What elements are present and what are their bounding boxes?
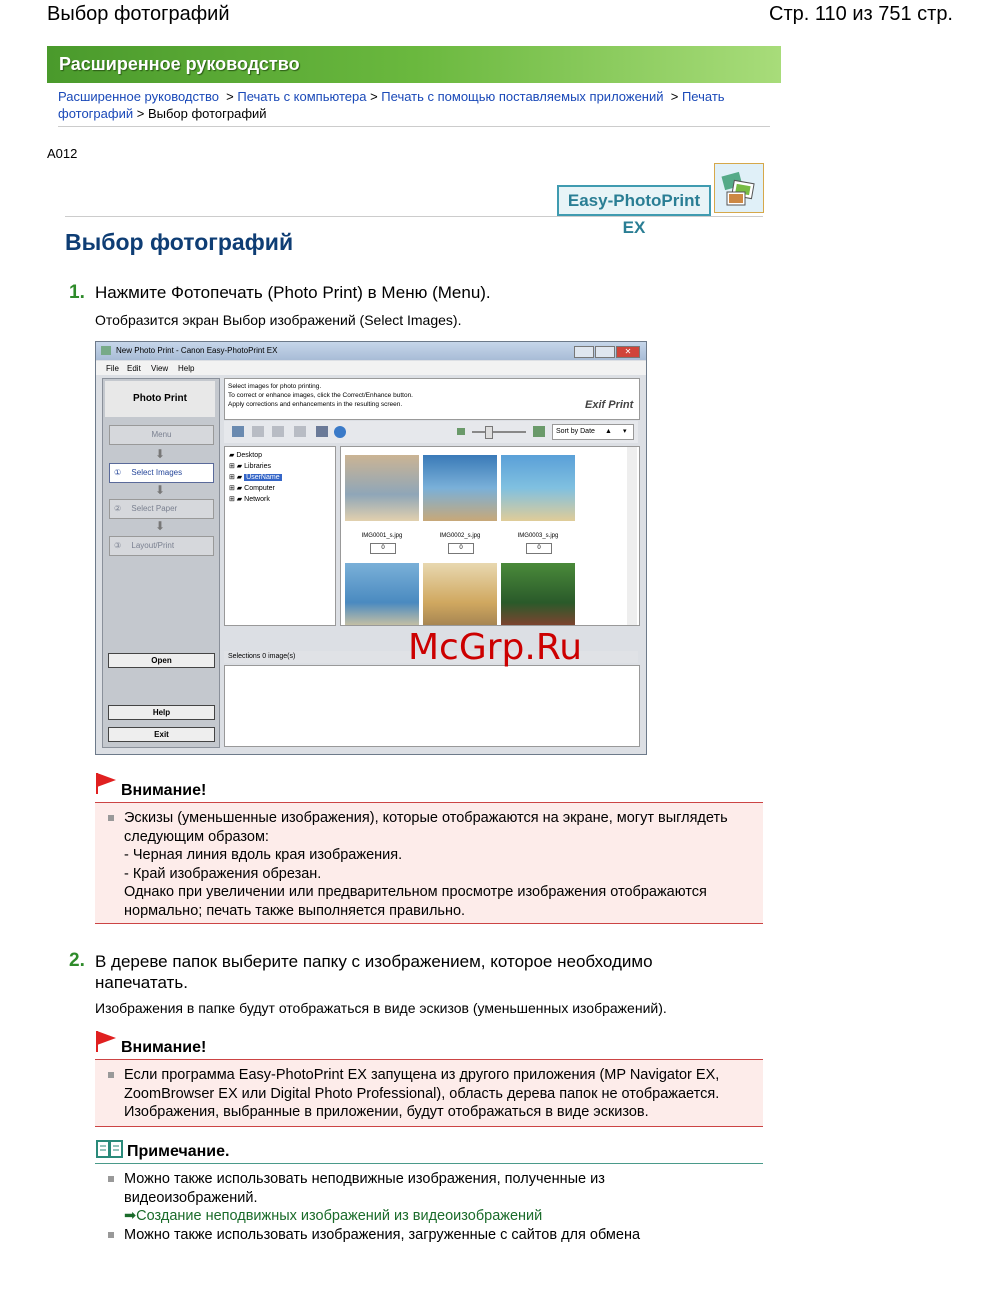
chevron-down-icon: ▾ <box>623 428 627 435</box>
product-logo: Easy-PhotoPrint EX <box>557 185 711 216</box>
menu-edit[interactable]: Edit <box>127 364 141 373</box>
settings-icon[interactable] <box>316 426 328 437</box>
tree-item-computer[interactable]: ⊞ ▰ Computer <box>229 485 275 492</box>
tree-item-network[interactable]: ⊞ ▰ Network <box>229 496 270 503</box>
menu-file[interactable]: File <box>106 364 119 373</box>
instruction-area <box>224 378 640 420</box>
thumbnail-image[interactable] <box>345 455 419 521</box>
note-item <box>95 1226 763 1245</box>
thumbnail-image[interactable] <box>345 563 419 626</box>
small-thumb-icon <box>457 428 465 435</box>
breadcrumb-link[interactable]: Печать фотографий <box>58 89 725 121</box>
select-images-button[interactable] <box>109 463 214 483</box>
step-2-text <box>95 951 653 993</box>
note-box <box>95 1163 763 1264</box>
page-number: Стр. 110 из 751 стр. <box>769 3 953 25</box>
selections-area <box>224 665 640 747</box>
tree-item-libraries[interactable]: ⊞ ▰ Libraries <box>229 463 271 470</box>
thumbnail-image[interactable] <box>501 455 575 521</box>
window-title: New Photo Print - Canon Easy-PhotoPrint EX <box>116 346 278 355</box>
watermark: McGrp.Ru <box>408 627 583 668</box>
select-all-icon[interactable] <box>232 426 244 437</box>
step-num-2: ② <box>114 504 122 513</box>
app-icon <box>101 346 111 355</box>
step-2-subtext: Изображения в папке будут отображаться в виде эскизов (уменьшенных изображений). <box>95 1000 667 1016</box>
warning-line: - Черная линия вдоль края изображения. <box>124 847 403 863</box>
warning-line: нормально; печать также выполняется правильно. <box>124 902 466 919</box>
step-1-subtext: Отобразится экран Выбор изображений (Select Images). <box>95 312 462 328</box>
flag-icon <box>95 772 117 799</box>
divider <box>58 126 770 127</box>
arrow-down-icon: ⬇ <box>155 519 166 533</box>
scrollbar[interactable] <box>627 447 637 625</box>
zoom-slider-handle[interactable] <box>485 426 493 439</box>
step-1 <box>69 282 85 304</box>
warning-title: Внимание! <box>121 782 207 799</box>
maximize-icon[interactable] <box>595 346 615 358</box>
instruction-line: Select images for photo printing. <box>228 383 322 390</box>
breadcrumb-current: Выбор фотографий <box>147 106 267 121</box>
page-title: Выбор фотографий <box>65 229 294 255</box>
instructions <box>228 382 413 409</box>
warning-line: Эскизы (уменьшенные изображения), которые отображаются на экране, могут выглядеть <box>124 810 728 826</box>
panel-title: Photo Print <box>105 381 215 417</box>
step-number: 2. <box>69 950 85 971</box>
rotate-icon[interactable] <box>272 426 284 437</box>
note-link-text[interactable]: Создание неподвижных изображений из видеоизображений <box>136 1208 543 1224</box>
large-thumb-icon <box>533 426 545 437</box>
breadcrumb-link[interactable]: Печать с помощью поставляемых приложений <box>381 89 664 104</box>
select-images-label: Select Images <box>131 468 183 477</box>
arrow-down-icon: ⬇ <box>155 483 166 497</box>
selections-label: Selections 0 image(s) <box>228 653 296 660</box>
toolbar <box>224 421 638 443</box>
tree-label: UserName <box>246 474 280 481</box>
minimize-icon[interactable] <box>574 346 594 358</box>
breadcrumb-link[interactable]: Расширенное руководство <box>58 89 219 104</box>
tree-item-username[interactable]: ⊞ ▰ UserName <box>229 474 280 481</box>
nav-panel <box>102 378 220 748</box>
warning-item <box>95 1066 763 1122</box>
thumbnail-area <box>340 446 640 626</box>
banner-text: Расширенное руководство <box>59 54 300 74</box>
warning-line: Изображения, выбранные в приложении, будут отображаться в виде эскизов. <box>124 1104 649 1120</box>
thumbnail-image[interactable] <box>423 455 497 521</box>
correct-icon[interactable] <box>294 426 306 437</box>
tree-label: Libraries <box>244 463 271 470</box>
close-icon[interactable]: ✕ <box>616 346 640 358</box>
tree-label: Network <box>244 496 270 503</box>
menu-view[interactable]: View <box>151 364 169 373</box>
warning-line: - Край изображения обрезан. <box>124 865 322 882</box>
thumbnail-filename: IMG0002_s.jpg <box>439 533 481 539</box>
exit-button[interactable]: Exit <box>108 727 215 742</box>
step-2-line: напечатать. <box>95 973 188 992</box>
help-button[interactable]: Help <box>108 705 215 720</box>
warning-title: Внимание! <box>121 1039 207 1056</box>
copies-stepper[interactable]: 0 <box>448 543 474 554</box>
deselect-icon[interactable] <box>252 426 264 437</box>
copies-stepper[interactable]: 0 <box>370 543 396 554</box>
instruction-line: To correct or enhance images, click the Correct/Enhance button. <box>228 392 413 399</box>
thumbnail-filename: IMG0001_s.jpg <box>361 533 403 539</box>
step-2-line: В дереве папок выберите папку с изображением, которое необходимо <box>95 952 653 971</box>
select-paper-label: Select Paper <box>131 504 178 513</box>
warning-line: ZoomBrowser EX или Digital Photo Professional), область дерева папок не отображается. <box>124 1085 720 1102</box>
doc-code: A012 <box>47 146 78 161</box>
arrow-down-icon: ⬇ <box>155 447 166 461</box>
menubar <box>96 361 646 375</box>
note-line: Можно также использовать неподвижные изображения, полученные из <box>124 1171 605 1187</box>
globe-icon[interactable] <box>334 426 346 438</box>
sort-select[interactable] <box>552 424 634 440</box>
sort-label: Sort by Date <box>556 428 595 435</box>
warning-line: Если программа Easy-PhotoPrint EX запущена из другого приложения (MP Navigator EX, <box>124 1067 720 1083</box>
tree-label: Computer <box>244 485 275 492</box>
photos-icon <box>714 163 764 213</box>
divider <box>65 216 763 217</box>
thumbnail-image[interactable] <box>423 563 497 626</box>
arrow-right-icon: ➡ <box>124 1208 137 1224</box>
warning-line: следующим образом: <box>124 828 269 845</box>
menu-button[interactable]: Menu <box>109 425 214 445</box>
note-link[interactable] <box>124 1207 763 1226</box>
tree-label: Desktop <box>236 452 263 459</box>
folder-tree <box>224 446 336 626</box>
step-num-3: ③ <box>114 541 122 550</box>
note-line: видеоизображений. <box>124 1189 258 1206</box>
select-paper-button[interactable] <box>109 499 214 519</box>
book-icon <box>96 1139 124 1164</box>
note-title: Примечание. <box>127 1143 230 1160</box>
tree-item-desktop[interactable]: ▰ Desktop <box>229 452 263 459</box>
instruction-line: Apply corrections and enhancements in the resulting screen. <box>228 401 403 408</box>
warning-line: Однако при увеличении или предварительном просмотре изображения отображаются <box>124 884 707 900</box>
warning-item <box>95 809 763 920</box>
thumbnail-image[interactable] <box>501 563 575 626</box>
layout-print-label: Layout/Print <box>131 541 175 550</box>
layout-print-button[interactable] <box>109 536 214 556</box>
window-titlebar <box>96 342 646 360</box>
warning-box <box>95 802 763 924</box>
breadcrumb-link[interactable]: Печать с компьютера <box>237 89 367 104</box>
copies-stepper[interactable]: 0 <box>526 543 552 554</box>
step-number: 1. <box>69 282 85 303</box>
note-item <box>95 1170 763 1226</box>
exif-print-logo: Exif Print <box>585 399 634 411</box>
breadcrumb: Расширенное руководство > Печать с компьютера > Печать с помощью поставляемых приложений > Печать фотографий > Выбор фотографий <box>58 89 725 121</box>
section-banner <box>47 46 781 83</box>
step-1-text: Нажмите Фотопечать (Photo Print) в Меню (Menu). <box>95 283 491 302</box>
zoom-slider[interactable] <box>472 431 526 433</box>
thumbnail-filename: IMG0003_s.jpg <box>517 533 559 539</box>
flag-icon <box>95 1030 117 1057</box>
step-num-1: ① <box>114 468 122 477</box>
note-line: Можно также использовать изображения, загруженные с сайтов для обмена <box>124 1226 641 1243</box>
open-button[interactable]: Open <box>108 653 215 668</box>
app-screenshot <box>95 341 647 755</box>
menu-help[interactable]: Help <box>178 364 195 373</box>
warning-box <box>95 1059 763 1127</box>
page-header-title: Выбор фотографий <box>47 3 230 25</box>
sort-up-icon: ▲ <box>605 428 612 435</box>
